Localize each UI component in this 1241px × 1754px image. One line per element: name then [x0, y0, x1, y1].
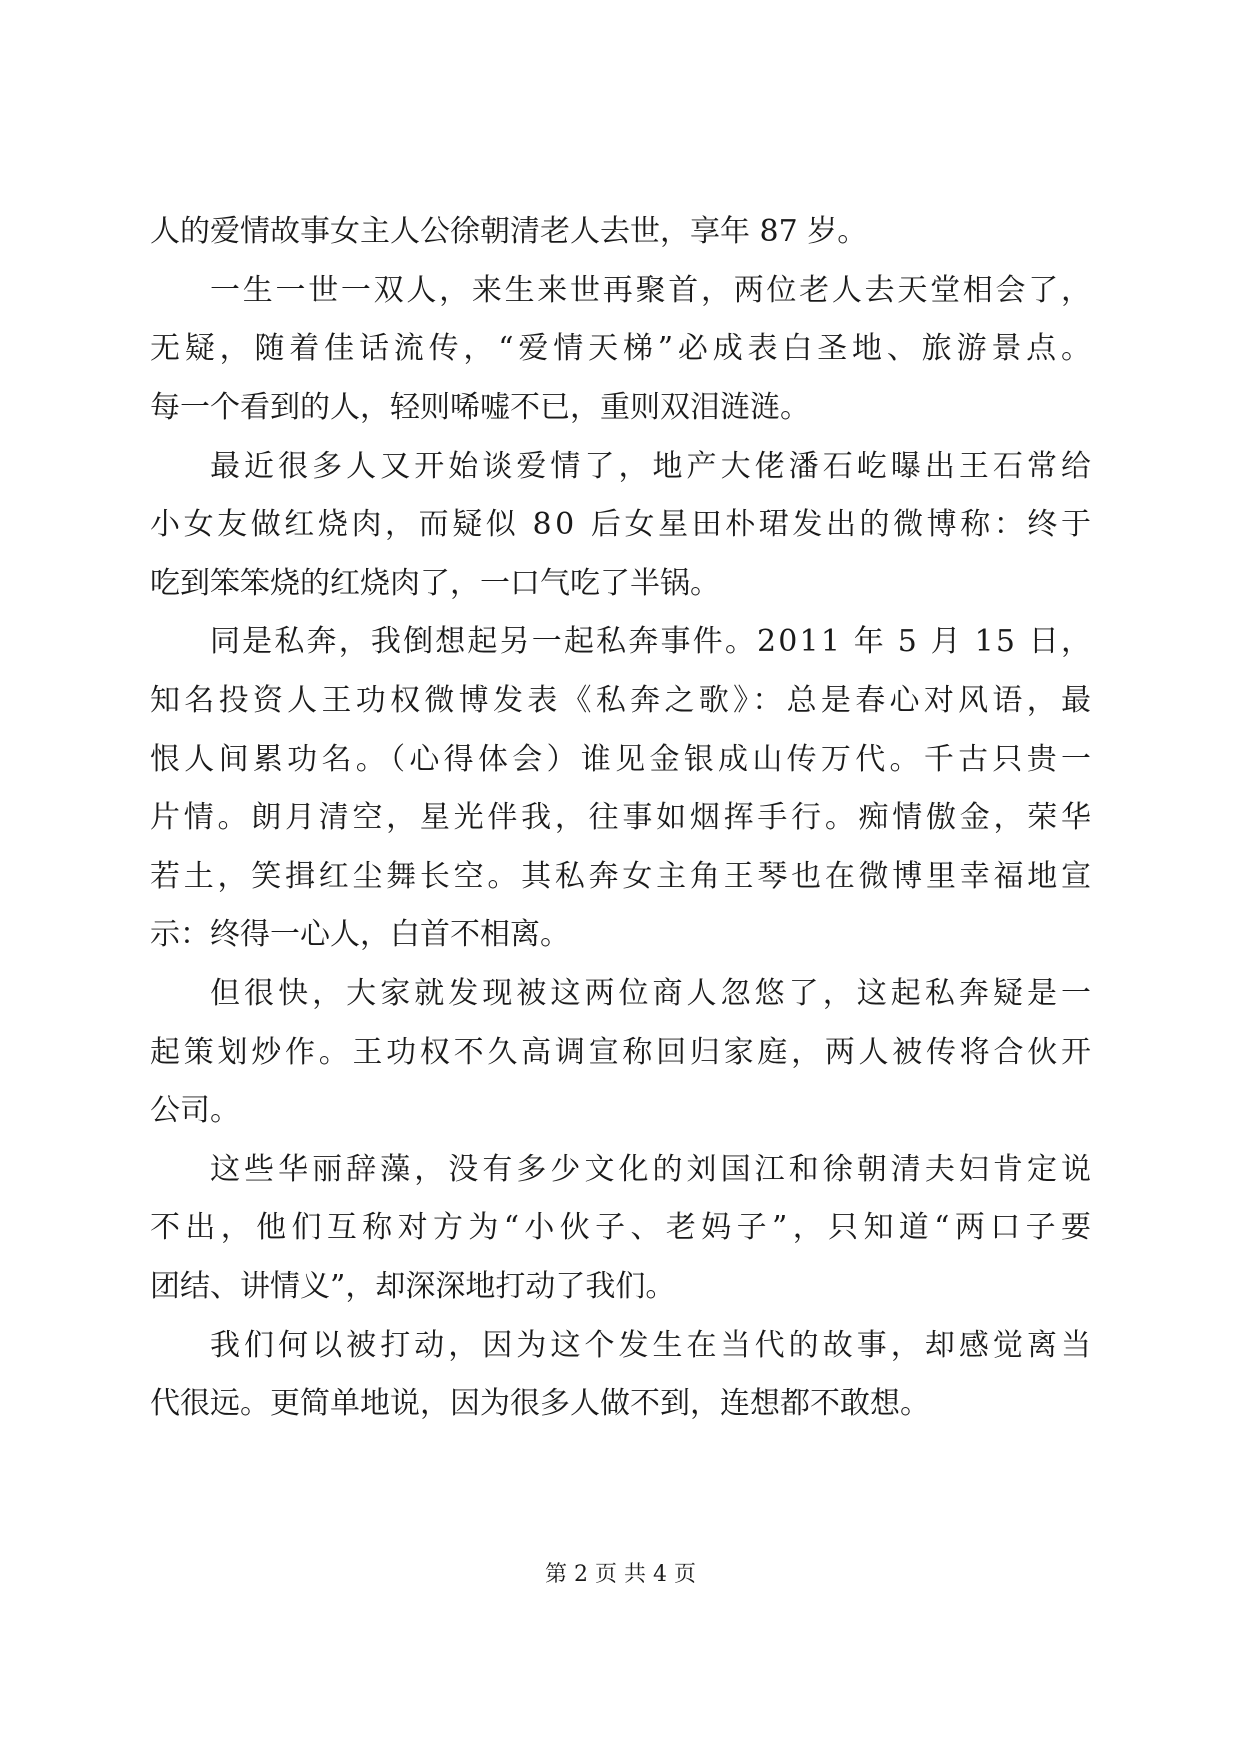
text-line	[0, 1265, 1241, 1309]
text-line-content: 但很快，大家就发现被这两位商人忽悠了，这起私奔疑是一	[210, 976, 1096, 1011]
text-line-content: 最近很多人又开始谈爱情了，地产大佬潘石屹曝出王石常给	[210, 449, 1096, 484]
text-line	[0, 1031, 1241, 1075]
text-line	[0, 913, 1241, 957]
text-line-content: 一生一世一双人，来生来世再聚首，两位老人去天堂相会了，	[210, 273, 1094, 308]
text-line-content: 小女友做红烧肉，而疑似 80 后女星田朴珺发出的微博称：终于	[150, 507, 1095, 542]
text-line	[0, 1089, 1241, 1133]
text-line-content: 起策划炒作。王功权不久高调宣称回归家庭，两人被传将合伙开	[150, 1035, 1095, 1070]
text-line	[0, 562, 1241, 606]
text-line	[0, 972, 1241, 1016]
text-line	[0, 738, 1241, 782]
text-line	[0, 386, 1241, 430]
text-line	[0, 1148, 1241, 1192]
text-line	[0, 796, 1241, 840]
text-line-content: 我们何以被打动，因为这个发生在当代的故事，却感觉离当	[210, 1328, 1096, 1363]
text-line-content: 不出，他们互称对方为“小伙子、老妈子”，只知道“两口子要	[150, 1210, 1097, 1245]
text-line	[0, 679, 1241, 723]
text-line	[0, 855, 1241, 899]
text-line	[0, 620, 1241, 664]
text-line-content: 若土，笑揖红尘舞长空。其私奔女主角王琴也在微博里幸福地宣	[150, 859, 1095, 894]
text-line	[0, 1206, 1241, 1250]
text-line-content: 知名投资人王功权微博发表《私奔之歌》：总是春心对风语，最	[150, 683, 1096, 718]
text-line-content: 人的爱情故事女主人公徐朝清老人去世，享年 87 岁。	[150, 214, 868, 249]
text-line-content: 片情。朗月清空，星光伴我，往事如烟挥手行。痴情傲金，荣华	[150, 800, 1095, 835]
text-line-content: 团结、讲情义”，却深深地打动了我们。	[150, 1269, 676, 1304]
text-line-content: 代很远。更简单地说，因为很多人做不到，连想都不敢想。	[150, 1386, 930, 1421]
text-line	[0, 1324, 1241, 1368]
text-line	[0, 445, 1241, 489]
text-line-content: 吃到笨笨烧的红烧肉了，一口气吃了半锅。	[150, 566, 720, 601]
page-footer: 第 2 页 共 4 页	[545, 1562, 696, 1587]
text-line-content: 恨人间累功名。（心得体会）谁见金银成山传万代。千古只贵一	[150, 742, 1096, 777]
text-line-content: 每一个看到的人，轻则唏嘘不已，重则双泪涟涟。	[150, 390, 810, 425]
text-line-content: 这些华丽辞藻，没有多少文化的刘国江和徐朝清夫妇肯定说	[210, 1152, 1096, 1187]
text-line-content: 无疑，随着佳话流传，“爱情天梯”必成表白圣地、旅游景点。	[150, 331, 1096, 366]
text-line	[0, 1382, 1241, 1426]
text-line-content: 同是私奔，我倒想起另一起私奔事件。2011 年 5 月 15 日，	[210, 624, 1094, 659]
text-line-content: 示：终得一心人，白首不相离。	[150, 917, 570, 952]
text-line	[0, 327, 1241, 371]
text-line	[0, 503, 1241, 547]
text-line	[0, 269, 1241, 313]
text-line	[0, 210, 1241, 254]
text-line-content: 公司。	[150, 1093, 240, 1128]
